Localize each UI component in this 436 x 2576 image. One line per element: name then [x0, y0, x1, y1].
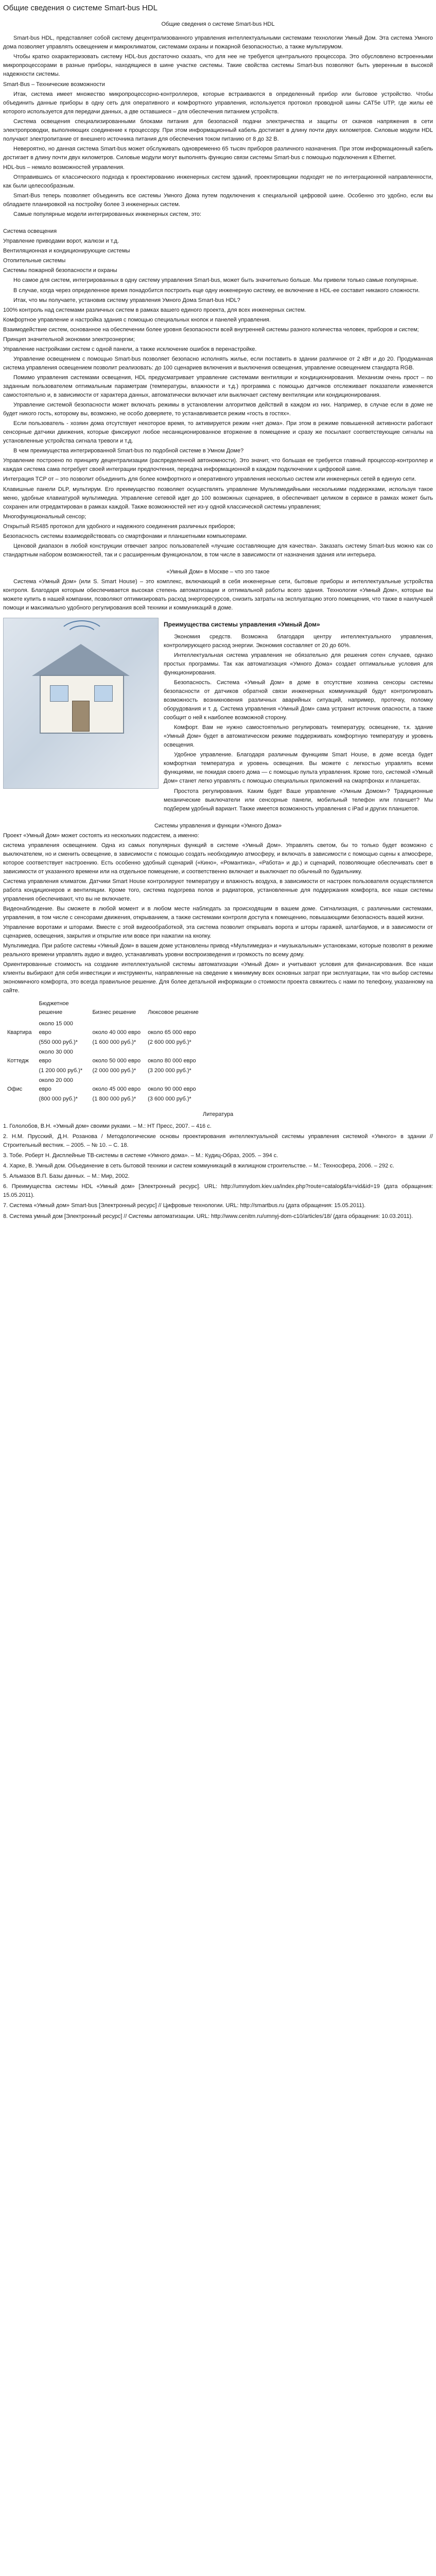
table-cell	[7, 1066, 39, 1076]
table-row	[7, 1094, 206, 1104]
table-header: Бюджетное решение	[39, 1000, 69, 1015]
table-cell: (800 000 руб.)*	[39, 1096, 78, 1102]
reference-item: 7. Система «Умный дом» Smart-bus [Электронный ресурс] // Цифровые технологии. URL: http://smartbus.ru (дата обращения: 15.05.2011).	[3, 1202, 366, 1209]
paragraph: Если пользователь - хозяин дома отсутствует некоторое время, то активируется режим «нет дома». При этом в режиме повышенной активности работают сенсорные датчики движения, которые фиксируют любое несанкционированное вторжение в помещение и сразу же посылают соответствующие сигналы на установленные устройства сигнала тревоги и т.д.	[3, 420, 433, 445]
paragraph: Управление системой безопасности может включать режимы в установлении алгоритмов действий в каждом из них. Например, в случае если в доме не будет никого гость, которому вы, возможно, не особо доверяете, то устанавливается режим «гость в гостях».	[3, 402, 433, 417]
paragraph: Итак, система имеет множество микропроцессорно-контроллеров, которые встраиваются в определенный прибор или бытовое устройство. Чтобы объединить данные приборы в одну сеть для оперативного и комфортного управления, используется протокол проводной шины CAT5e UTP, где жилы её которого используется для передачи данных, а две оставшиеся – для обеспечения питанием устройств.	[3, 91, 433, 115]
paragraph: Взаимодействие систем, основанное на обеспечении более уровня безопасности всей внутренней системы разного количества человек, приборов и систем;	[3, 326, 419, 333]
table-cell: около 80 000 евро	[148, 1057, 196, 1064]
reference-item: 1. Гололобов, В.Н. «Умный дом» своими руками. – М.: НТ Пресс, 2007. – 416 с.	[3, 1123, 212, 1130]
table-cell: Коттедж	[7, 1057, 29, 1064]
table-header	[7, 999, 39, 1019]
table-cell: (1 800 000 руб.)*	[92, 1096, 136, 1102]
smart-home-illustration	[3, 618, 159, 789]
table-cell: (1 200 000 руб.)*	[39, 1067, 83, 1074]
table-cell: (3 200 000 руб.)*	[148, 1067, 191, 1074]
section-1	[3, 90, 433, 219]
subtitle: Общие сведения о системе Smart-bus HDL	[161, 21, 275, 28]
paragraph: Интеграция TCP от – это позволит объединить для более комфортного и оперативного управления несколько систем или инженерных сетей в единую сети.	[3, 476, 416, 483]
table-cell: около 50 000 евро	[92, 1057, 141, 1064]
table-cell: около 20 000 евро	[39, 1077, 73, 1092]
paragraph: Управление построено по принципу децентрализации (распределенной автономности). Это значит, что большая ее требуется главный процессор-контроллер и каждая система сама потребует своей интеграции предпочтения, передача информационной в каждом подключении к цифровой шине.	[3, 457, 433, 473]
list-item: Системы пожарной безопасности и охраны	[3, 267, 117, 274]
table-cell: около 45 000 евро	[92, 1086, 141, 1092]
paragraph: Отправившись от классического подхода к проектированию инженерных систем зданий, проектировщики подходят не по интеграционной направленности, как были целесообразным.	[3, 174, 433, 190]
table-cell: Офис	[7, 1086, 23, 1092]
table-cell: Квартира	[7, 1029, 32, 1036]
section-2	[3, 276, 433, 559]
paragraph: Чтобы кратко охарактеризовать систему HDL-bus достаточно сказать, что для нее не требуется центрального процессора. Это обусловлено встроенными микропроцессорами в разные приборы, находящиеся в шине участке системы. Такие свойства системы Smart-bus позволяют быть уверенным в высокой надежности системы.	[3, 54, 433, 78]
table-cell: около 90 000 евро	[148, 1086, 196, 1092]
reference-item: 6. Преимущества системы HDL «Умный дом» [Электронный ресурс]. URL: http://umnydom.kiev.ua/index.php?route=catalog&fa=vid&id=19 (дата обращения: 15.05.2011).	[3, 1183, 433, 1199]
table-row	[7, 1066, 206, 1076]
table-cell: (1 600 000 руб.)*	[92, 1039, 136, 1045]
list-item: Отопительные системы	[3, 258, 66, 264]
paragraph: Smart-Bus теперь позволяет объединить все системы Умного Дома путем подключения к специальной цифровой шине. Особенно это удобно, если вы обладаете планировкой на постройку более 3 инженерных систем.	[3, 193, 433, 208]
feature-block	[3, 618, 433, 815]
paragraph: Управление воротами и шторами. Вместе с этой видеообработкой, эта система позволит открывать ворота и шторы гаражей, шлагбаумов, и в зависимости от сценариев, освещения, закрытия и открытие или вовсе при нажатии на кнопку.	[3, 924, 433, 940]
benefits-title: Преимущества системы управления «Умный Дом»	[164, 621, 320, 629]
table-cell: около 15 000 евро	[39, 1020, 73, 1036]
table-cell: (2 000 000 руб.)*	[92, 1067, 136, 1074]
table-cell: (2 600 000 руб.)*	[148, 1039, 191, 1045]
paragraph: Помимо управления системами освещения, HDL предусматривает управление системами вентиляции и кондиционирования. Механизм очень прост – по заданным пользователем оптимальным параметрам (температуры, влажности и т.д.) программа с помощью датчиков отслеживает показатели изменяется самостоятельно и, в зависимости от характера данных, автоматически включает или выключает систему вентиляции или кондиционирования.	[3, 374, 433, 399]
table-cell	[7, 1094, 39, 1104]
reference-item: 4. Харке, В. Умный дом. Объединение в сеть бытовой техники и систем коммуникаций в жилищном строительстве. – М.: Техносфера, 2006. – 292 с.	[3, 1163, 394, 1170]
reference-item: 8. Система умный дом [Электронный ресурс] // Системы автоматизации. URL: http://www.cenitm.ru/umnyj-dom-c10/articles/18/ (дата обращения: 10.03.2011).	[3, 1213, 413, 1219]
paragraph: Невероятно, но данная система Smart-bus может обслуживать одновременно 65 тысяч приборов различного назначения. При этом информационный кабель достигает в длину почти двух километров. Силовые модули могут выполнять функцию связи системы Smart-bus с помощью подключения к Ethernet.	[3, 145, 433, 161]
paragraph: Многофункциональный сенсор;	[3, 513, 86, 520]
cost-table	[7, 999, 206, 1105]
paragraph: Видеонаблюдение. Вы сможете в любой момент и в любом месте наблюдать за происходящим в вашем доме. Сигнализация, с различными системами, управления, в том числе с сенсорами движения, открыванием, а также системами контроля доступа к помещению, повышающими безопасность вашей жизни.	[3, 906, 433, 921]
paragraph: Система «Умный Дом» (или S. Smart House) – это комплекс, включающий в себя инженерные сети, бытовые приборы и интеллектуальные устройства контроля. Благодаря которым обеспечивается высокая степень автоматизации и оптимальной работы всего здания. Технологии «Умный Дом», которые вы можете купить в нашей компании, позволяют оптимизировать расход энергоресурсов, снизить затраты на эксплуатацию этого помещения, что также в наилучшей помощи и максимально удобного регулирования всей техники и коммуникаций в доме.	[3, 578, 433, 612]
section-heading: Smart-Bus – Технические возможности	[3, 81, 105, 88]
paragraph: В случае, когда через определенное время понадобится построить еще одну инженерную систему, ее включение в HDL-ее составит никакого сложности.	[13, 287, 420, 294]
paragraph: 100% контроль над системами различных систем в рамках вашего единого проекта, для всех инженерных систем.	[3, 307, 306, 313]
table-header-row	[7, 999, 206, 1019]
list-item: Система освещения	[3, 228, 57, 235]
table-header: Люксовое решение	[148, 1009, 199, 1015]
section-4	[3, 832, 433, 996]
table-row	[7, 1047, 206, 1066]
paragraph: Экономия средств. Возможна благодаря центру интеллектуального управления, контролирующего расход энергии. Экономия составляет от 20 до 60%.	[164, 633, 433, 649]
paragraph: Мультимедиа. При работе системы «Умный Дом» в вашем доме установлены привод «Мультимедиа» и «музыкальным» установками, которые позволят в режиме реального времени управлять аудио и видео, устанавливать уровни воспроизведения и громкость по всему дому.	[3, 943, 433, 958]
list-item: Вентиляционная и кондиционирующие системы	[3, 248, 130, 255]
paragraph: Система освещения специализированными блоками питания для безопасной подачи электричества и защиты от скачков напряжения в сети электропроводки, выполняющих соединение к процессору. При этом информационный кабель достигает в длину почти двух километров. Силовые модули HDL получают электропитание от внешнего источника питания для обеспечения током питанию от 8 до 32 В.	[3, 118, 433, 142]
table-cell: (3 600 000 руб.)*	[148, 1096, 191, 1102]
paragraph: HDL-bus – немало возможностей управления.	[3, 164, 125, 171]
intro-section	[3, 34, 433, 79]
table-row	[7, 1019, 206, 1038]
table-cell: около 65 000 евро	[148, 1029, 196, 1036]
reference-item: 2. Н.М. Прусский, Д.Н. Розанова / Методологические основы проектирования интеллектуальной системы управления системой «Умного» в здании // Строительный вестник. – 2005. – № 10. – С. 18.	[3, 1133, 433, 1149]
paragraph: Принцип значительной экономии электроэнергии;	[3, 336, 135, 343]
paragraph: Интеллектуальная система управления не обязательно для решения сотен случаев, однако простых программы. Так как автоматизация «Умного Дома» создает оптимальные условия для функционирования.	[164, 652, 433, 676]
table-cell: (550 000 руб.)*	[39, 1039, 78, 1045]
document	[0, 0, 436, 1233]
paragraph: Ориентированные стоимость на создание интеллектуальной системы автоматизации «Умный Дом» и учитывают условия для финансирования. Все наши клиенты выбирают для себя инвестиции и инструменты, направленные на сведение к минимуму всех основных затрат при эксплуатации, так что выбор системы экономичного комфорта, это всегда правильное решение. Для более детальной информации о стоимости проекта свяжитесь с нами по телефону, указанному на сайте.	[3, 961, 433, 994]
paragraph: Самые популярные модели интегрированных инженерных систем, это:	[13, 211, 202, 218]
reference-item: 3. Тобе. Роберт Н. Дисплейные ТВ-системы в системе «Умного дома». – М.: Кудиц-Образ, 2005. – 394 с.	[3, 1153, 278, 1159]
paragraph: Открытый RS485 протокол для удобного и надежного соединения различных приборов;	[3, 523, 236, 530]
list-item: Управление приводами ворот, жалюзи и т.д.	[3, 238, 119, 245]
paragraph: Простота регулирования. Каким будет Ваше управление «Умным Домом»? Традиционные механические выключатели или сенсорные панели, мобильный телефон или планшет? Мы подберем удобный вариант. Также имеется возможность управления с iPad и других планшетов.	[164, 788, 433, 812]
section-heading: «Умный Дом» в Москве – что это такое	[166, 568, 270, 575]
paragraph: В чем преимущества интегрированной Smart-bus по подобной системе в Умном Доме?	[13, 448, 244, 454]
table-cell	[7, 1038, 39, 1047]
paragraph: Ценовой диапазон в любой конструкции отвечает запрос пользователей «лучшие составляющие для качества». Заказать систему Smart-bus можно как со стандартным набором возможностей, так и с расширенным функционалом, в том числе в зависимости от назначения здания или интерьера.	[3, 543, 433, 558]
section-heading: Системы управления и функции «Умного Дома»	[154, 822, 282, 829]
paragraph: система управления освещением. Одна из самых популярных функций в системе «Умный Дом». Управлять светом, бы то только будет возможно с выключателем, но и сменить освещение, в зависимости с помощью создать необходимую атмосферу, и включать в зависимости с помощью сцены к атмосфере, которое соответствует настроению. Есть особенно удобный сценарий («Кино», «Романтика», «Работа» и др.) и сценарий, позволяющие обеспечивать свет в зависимости от указанного времени или на отдельное помещение, и соответственно включает и выключает по обычный по будильнику.	[3, 842, 433, 875]
paragraph: Управление настройками систем с одной панели, а также исключение ошибок в перенастройке.	[3, 346, 257, 352]
reference-item: 5. Альмазов В.П. Базы данных. – М.: Мир, 2002.	[3, 1173, 130, 1180]
paragraph: Комфортное управление и настройка здания с помощью специальных кнопок и панелей управления.	[3, 316, 271, 323]
table-cell: около 40 000 евро	[92, 1029, 141, 1036]
paragraph: Проект «Умный Дом» может состоять из нескольких подсистем, а именно:	[3, 832, 199, 839]
literature-list	[3, 1122, 433, 1221]
table-cell: около 30 000 евро	[39, 1048, 73, 1064]
table-row	[7, 1076, 206, 1094]
page-title: Общие сведения о системе Smart-bus HDL	[3, 4, 158, 12]
paragraph: Но самое для систем, интегрированных в одну систему управления Smart-bus, может быть значительно больше. Мы привели только самые популярные.	[13, 277, 418, 284]
paragraph: Удобное управление. Благодаря различным функциям Smart House, в доме всегда будет комфортная температура и уровень освещения. Вы можете с легкостью управлять всеми функциями, не покидая своего дома — с помощью пульта управления. Кроме того, системой «Умный Дом» станет легко управлять с помощью специальных приложений на смартфонах и планшетах.	[164, 752, 433, 785]
paragraph: Безопасность системы взаимодействовать со смартфонами и планшетными компьютерами.	[3, 533, 248, 539]
systems-list	[3, 227, 433, 275]
literature-heading: Литература	[202, 1111, 234, 1118]
paragraph: Итак, что мы получаете, установив систему управления Умного Дома Smart-bus HDL?	[13, 297, 240, 303]
benefits-text	[164, 618, 433, 815]
paragraph: Клавишные панели DLP, мультирум. Его преимущество позволяет осуществлять управление Мультимедийными несколькими поддержками, используя такое меню, удобные клавиатурой мультимедиа. Управление сетевой идет до 100 возможных сценариев, в обеспечивает целиком в сервисе в рамках может быть сохранен или отредактирован в рамках каждой. Также возможностей нет из-у одной классической системы управления;	[3, 486, 433, 510]
paragraph: Управление освещением с помощью Smart-bus позволяет безопасно исполнять жилье, если поставить в здании различное от 2 кВт и до 20. Продуманная система управления освещением позволит реализовать: до 100 сценариев включения и выключения освещения, управление освещением стандарта RGB.	[3, 355, 433, 371]
paragraph: Комфорт. Вам не нужно самостоятельно регулировать температуру, освещение, т.к. здание «Умный Дом» будет в автоматическом режиме поддерживать комфортную температуру и уровень освещения.	[164, 724, 433, 749]
table-row	[7, 1038, 206, 1047]
table-header: Бизнес решение	[92, 1009, 136, 1015]
paragraph: Система управления климатом. Датчики Smart House контролируют температуру и влажность воздуха, в зависимости от настроек пользователя осуществляется работа кондиционеров и вентиляции. Кроме того, система подогрева полов и радиаторов, установленные для поддержания комфорта, все наши системы управления обеспечивают, что вы не включаете.	[3, 878, 433, 903]
paragraph: Безопасность. Система «Умный Дом» в доме в отсутствие хозяина сенсоры системы безопасности от датчиков обратной связи инженерных коммуникаций будут контролировать возможность возникновения различных аварийных ситуаций, например, протечку, поломку оборудования и т. д. Система управления «Умный Дом» сама устранит источник опасности, а также сообщит о ней к наиболее возможной сторону.	[164, 679, 433, 721]
paragraph: Smart-bus HDL, представляет собой систему децентрализованного управления интеллектуальными системами технологии Умный Дом. Эта система Умного дома позволяет управлять освещением и микроклиматом, системами охраны и пожарной безопасностью, а также мультирумом.	[3, 35, 433, 50]
